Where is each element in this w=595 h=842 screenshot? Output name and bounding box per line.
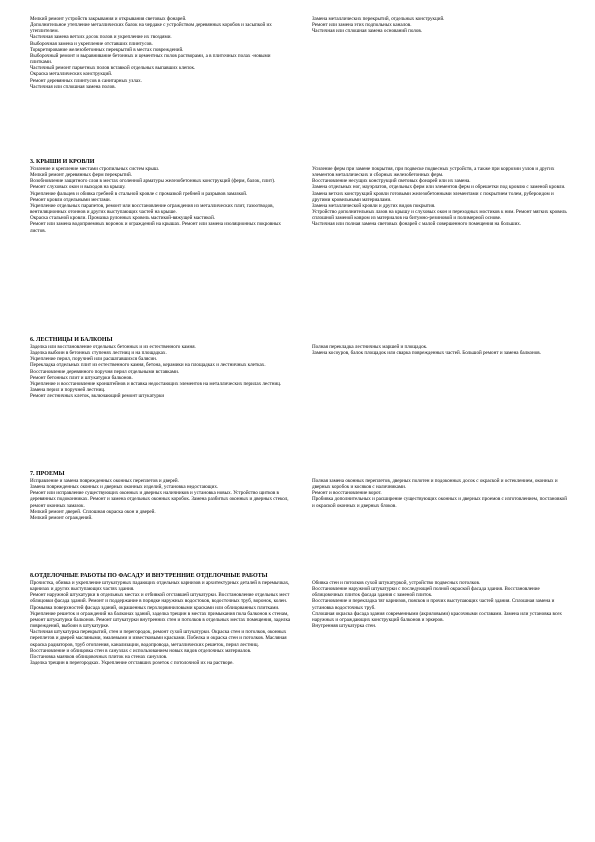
list-item: Восстановление и перекладка тяг карнизов, поясков и прочих выступающих частей здания. Сплошная замена и установка водосточных труб. <box>312 598 555 611</box>
list-item: Ремонт или исправление существующих оконных и дверных наличников и установка новых. Устройство щитков в деревянных подоконниках. Ремонт и замена отдельных оконных коробок. Замена разбитых оконных и дверных стекол, ремонт оконных замазок. <box>30 490 289 509</box>
list-item: Замена отдельных ног, мауэрлатов, отдельных ферм или элементов ферм и обрешетки под кровлю с заменой кровли. <box>312 184 566 191</box>
section-openings <box>30 470 570 521</box>
list-item: Ремонт кровли отдельными местами. <box>30 196 111 203</box>
list-item: Полная замена оконных переплетов, дверных полотен и подоконных досок с окраской и остеклением, оконных и дверных коробок и косяков с наличниками. <box>312 478 558 491</box>
list-item: Прочистка, обивка и укрепление штукатурных падающих отдельных карнизов и архитектурных деталей в перемычках, карнизах и других выступающих частях здания. <box>30 580 290 593</box>
capital-repair-column <box>312 478 570 521</box>
section-heading: 3. КРЫШИ И КРОВЛИ <box>30 159 95 165</box>
capital-repair-column <box>312 16 570 90</box>
list-item: Ремонт лестничных клеток, включающий ремонт штукатурки <box>30 393 165 400</box>
list-item: Ремонт и восстановление ворот. <box>312 490 382 497</box>
list-item: Замена ветхих конструкций кровли готовыми железобетонными элементами с покрытием толем, рубероидом и другими кровельными материалами. <box>312 190 554 203</box>
list-item: Пробивка дополнительных и расширение существующих оконных и дверных проемов с изготовлением, постановкой и окраской оконных и дверных блоков. <box>312 496 567 509</box>
list-item: Мелкий ремонт деревянных ферм перекрытий. <box>30 172 133 179</box>
list-item: Частичная или сплошная замена полов. <box>30 83 116 90</box>
list-item: Заделка выбоин в бетонных ступенях лестниц и на площадках. <box>30 350 167 357</box>
current-repair-column <box>30 16 292 90</box>
section-heading: 8.ОТДЕЛОЧНЫЕ РАБОТЫ ПО ФАСАДУ И ВНУТРЕННИЕ ОТДЕЛОЧНЫЕ РАБОТЫ <box>30 573 268 579</box>
list-item: Исправление и замена поврежденных оконных переплетов и дверей. <box>30 478 179 484</box>
list-item: Укрепление перил, поручней или расшатавшихся балясин. <box>30 356 158 363</box>
section-heading: 6. ЛЕСТНИЦЫ И БАЛКОНЫ <box>30 337 113 343</box>
list-item: Ремонт слуховых окон и выходов на крышу. <box>30 184 126 191</box>
current-repair-column <box>30 344 292 399</box>
list-item: Заделка трещин в перегородках. Укрепление отставших розеток с потолочной их на растворе. <box>30 660 234 667</box>
list-item: Восстановление наружной штукатурки с последующей полной окраской фасада здания. Восстановление облицовочных плиток фасада здания с заменой плиток. <box>312 586 540 599</box>
list-item: Торкретирование железобетонных перекрытий в местах повреждений. <box>30 46 184 53</box>
list-item: Ремонт наружной штукатурки в отдельных местах и отбивкой отставшей штукатурки. Восстановление отдельных мест облицовки фасада зданий. Ремонт и поддержание в порядке наружных водостоков, водосточных труб, воронок, колен. Промывка поверхностей фасада зданий, окрашенных перхлорвиниловыми красками или облицованных плитками. <box>30 592 290 611</box>
list-item: Мелкий ремонт ограждений. <box>30 514 93 521</box>
list-item: Возобновление защитного слоя в местах оголенной арматуры железобетонных конструкций (ферм, балок, плит). <box>30 178 276 185</box>
list-item: Устройство дополнительных лазов на крышу и слуховых окон и переходных мостиков к ним. Ремонт мягких кровель сплошной заменой ковром из материалов на битумно-резиновой и полимерной основе. <box>312 209 567 222</box>
list-item: Замена поврежденных оконных и дверных оконных изделий, установка недостающих. <box>30 484 219 491</box>
list-item: Частичная или сплошная замена оснований полов. <box>312 28 423 35</box>
list-item: Укрепление решеток и ограждений на балконах зданий, заделка трещин в местах примыкания пола балконов к стенам, ремонт штукатурки балконов. Ремонт штукатурки внутренних стен и потолков в отдельных местах помещения, заделка повреждений, выбоин в штукатурке. <box>30 610 291 630</box>
list-item: Ремонт деревянных плинтусов в санитарных узлах. <box>30 77 142 84</box>
current-repair-column <box>30 478 292 521</box>
list-item: Ремонт или замена этих подпольных каналов. <box>312 22 412 29</box>
list-item: Заделка или восстановление отдельных бетонных и из естественного камня. <box>30 344 196 350</box>
list-item: Перекладка отдельных плит из естественного камня, бетона, керамики на площадках и лестничных клетках. <box>30 362 266 369</box>
list-item: Укрепление и восстановление кронштейнов и вставка недостающих элементов на металлических перилах лестниц. <box>30 380 282 387</box>
list-item: Усиление ферм при замене покрытия, при подвеске подвесных устройств, а также при коррозии узлов и других элементов металлических и сборных железобетонных ферм. <box>312 166 555 179</box>
section-finishing-works <box>30 572 570 666</box>
list-item: Усиление и крепление местами стропильных систем крыш. <box>30 166 160 172</box>
list-item: Замена перил и поручней лестниц. <box>30 387 106 394</box>
list-item: Частичный ремонт паркетных полов вставкой отдельных выпавших клепок. <box>30 65 196 72</box>
list-item: Постановка маячков облицовочных плиток на стенах санузлов. <box>30 653 168 660</box>
section-roofs <box>30 158 570 234</box>
list-item: Замена металлической кровли и других видов покрытия. <box>312 202 436 209</box>
list-item: Обивка стен и потолков сухой штукатуркой, устройство подвесных потолков. <box>312 580 481 586</box>
list-item: Частичная или полная замена световых фонарей с малой совершенного помещения на больших. <box>312 221 522 228</box>
list-item: Выборочная замена и укрепление отставших плинтусов. <box>30 40 153 47</box>
list-item: Сплошная окраска фасада здания современными (акриловыми) красочными составами. Замена или установка всех наружных и ограждающих конструкций балконов и эркеров. <box>312 610 562 623</box>
section-heading: 7. ПРОЕМЫ <box>30 471 65 477</box>
list-item: Мелкий ремонт дверей. Сплошная окраска окон и дверей. <box>30 508 156 515</box>
list-item: Восстановление несущих конструкций световых фонарей или их замена. <box>312 178 471 185</box>
list-item: Замена металлических перекрытий, отдельных конструкций. <box>312 16 445 22</box>
list-item: Замена косоуров, балок площадок или сварка поврежденных частей. Большой ремонт и замена балконов. <box>312 350 541 357</box>
capital-repair-column <box>312 166 570 234</box>
section-stairs-balconies <box>30 336 570 399</box>
list-item: Ремонт или замена водоприемных воронок и ограждений на крышах. Ремонт или замена изоляционных покровных листов. <box>30 221 281 234</box>
list-item: Выборочный ремонт и выравнивание бетонных и цементных полов растворами, а в плиточных полах -новыми плитками. <box>30 52 271 66</box>
list-item: Дополнительное утепление металлических балок на чердаке с устройством деревянных коробов и засыпкой их утеплителем. <box>30 22 272 35</box>
capital-repair-column <box>312 344 570 399</box>
list-item: Укрепление отдельных парапетов, ремонт или восстановление ограждения из металлических плит, газоотводов, вентиляционных отоннов и других выступающих частей на крыше. <box>30 202 274 216</box>
list-item: Окраска металлических конструкций. <box>30 71 113 78</box>
list-item: Окраска стальной кровли. Промазка рулонных кровель мастикой-вяжущей мастикой. <box>30 215 216 222</box>
list-item: Частичная штукатурка перекрытий, стен и перегородок, ремонт сухой штукатурки. Окраска стен и потолков, оконных переплетов и дверей масляными, эмалевыми и известковыми красками. Побелка и окраска стен и потолков. Масляная окраска радиаторов, труб отопления, канализации, водопровода, металлических решеток, перил лестниц. <box>30 629 287 648</box>
capital-repair-column <box>312 580 570 666</box>
current-repair-column <box>30 166 292 234</box>
list-item: Полная перекладка лестничных маршей и площадок. <box>312 344 428 350</box>
list-item: Укрепление фальцев и обивка гребней в стальной кровле с промазкой гребней и разрывов замазкой. <box>30 190 248 197</box>
list-item: Восстановление и облицовка стен в санузлах с использованием новых видов отделочных материалов. <box>30 647 252 654</box>
current-repair-column <box>30 580 292 666</box>
list-item: Внутренняя штукатурка стен. <box>312 623 377 630</box>
section-floors-continued <box>30 16 570 90</box>
list-item: Частичная замена ветхих досок полов и укрепление их гвоздями. <box>30 34 172 41</box>
list-item: Ремонт бетонных плит и штукатурки балконов. <box>30 374 133 381</box>
list-item: Мелкий ремонт устройств закрывания и открывания световых фонарей. <box>30 16 187 22</box>
list-item: Восстановление деревянного поручня перил отдельными вставками. <box>30 368 180 375</box>
